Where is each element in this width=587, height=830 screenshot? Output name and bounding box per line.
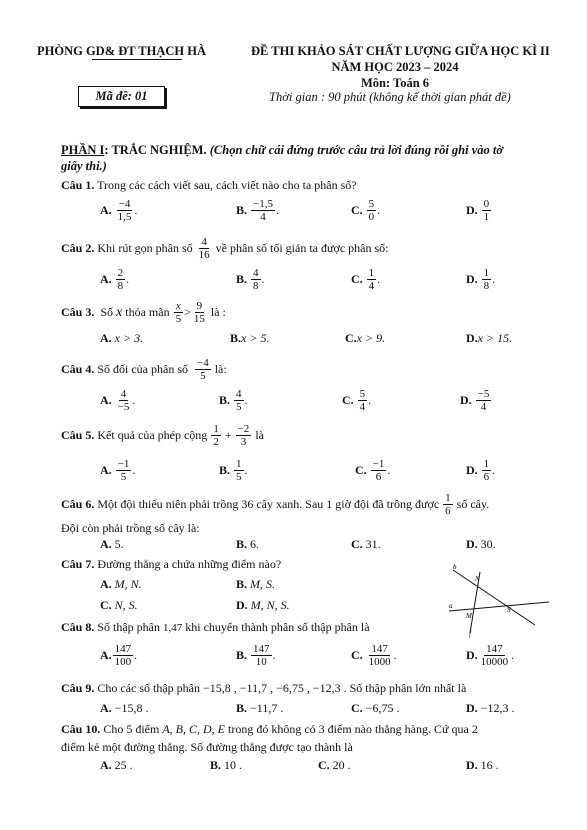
question-10: Câu 10. Cho 5 điểm A, B, C, D, E trong đó không có 3 điểm nào thẳng hàng. Cứ qua 2 bbox=[61, 722, 478, 736]
q6-option-c[interactable]: C. 31. bbox=[351, 537, 381, 551]
part1-instruction-cont: giấy thi.) bbox=[61, 159, 107, 173]
label-a: a bbox=[449, 602, 453, 610]
q8-option-d[interactable]: D. $\frac{147}{10000}$ . bbox=[466, 643, 515, 668]
label-s: S bbox=[507, 606, 511, 614]
q5-option-a[interactable]: A. $\frac{-1}{5}$ . bbox=[100, 458, 136, 483]
label-b: b bbox=[453, 563, 457, 571]
question-10-line2: điểm kẻ một đường thẳng. Số đường thẳng được tạo thành là bbox=[61, 740, 353, 754]
q2-option-a[interactable]: A. $\frac{2}{8}$ . bbox=[100, 267, 130, 292]
question-3: Câu 3. Số x thỏa mãn $\frac{x}{5}$ > $\frac{9}{15}$ là : bbox=[61, 300, 226, 325]
q9-option-a[interactable]: A. −15,8 . bbox=[100, 701, 149, 715]
q4-option-a[interactable]: A. $\frac{4}{-5}$ . bbox=[100, 388, 136, 413]
q6-option-d[interactable]: D. 30. bbox=[466, 537, 496, 551]
label-f: f bbox=[469, 630, 471, 638]
q2-option-d[interactable]: D. $\frac{1}{8}$ . bbox=[466, 267, 496, 292]
q7-option-c[interactable]: C. N, S. bbox=[100, 598, 138, 612]
question-2: Câu 2. Khi rút gọn phân số $\frac{4}{16}$ về phân số tối giản ta được phân số: bbox=[61, 236, 389, 261]
q9-option-b[interactable]: B. −11,7 . bbox=[236, 701, 284, 715]
question-6-line2: Đội còn phải trồng số cây là: bbox=[61, 521, 200, 535]
q10-option-d[interactable]: D. 16 . bbox=[466, 758, 499, 772]
school-year: NĂM HỌC 2023 – 2024 bbox=[331, 60, 459, 74]
question-6: Câu 6. Một đội thiếu niên phải trồng 36 cây xanh. Sau 1 giờ đội đã trồng được $\frac{1}{6}$ số cây. bbox=[61, 492, 490, 517]
question-5: Câu 5. Kết quả của phép cộng $\frac{1}{2}$ + $\frac{-2}{3}$ là bbox=[61, 423, 264, 448]
q1-option-c[interactable]: C. $\frac{5}{0}$ . bbox=[351, 198, 381, 223]
q5-option-c[interactable]: C. $\frac{-1}{6}$ . bbox=[355, 458, 391, 483]
q10-option-a[interactable]: A. 25 . bbox=[100, 758, 133, 772]
question-text: Trong các cách viết sau, cách viết nào cho ta phân số? bbox=[97, 178, 357, 192]
label-n: N bbox=[475, 575, 480, 583]
question-4: Câu 4. Số đối của phân số $\frac{-4}{5}$ là: bbox=[61, 357, 227, 382]
q1-option-a[interactable]: A. $\frac{-4}{1,5}$ . bbox=[100, 198, 138, 223]
q6-option-a[interactable]: A. 5. bbox=[100, 537, 124, 551]
question-7: Câu 7. Đường thẳng a chứa những điểm nào? bbox=[61, 557, 282, 571]
line-a bbox=[449, 602, 549, 611]
q8-option-b[interactable]: B. $\frac{147}{10}$ . bbox=[236, 643, 276, 668]
question-label: Câu 1. bbox=[61, 178, 95, 192]
q3-option-a[interactable]: A. x > 3. bbox=[100, 331, 144, 345]
q9-option-d[interactable]: D. −12,3 . bbox=[466, 701, 515, 715]
part1-instruction: (Chọn chữ cái đứng trước câu trả lời đúng rồi ghi vào tờ bbox=[209, 143, 504, 157]
q4-option-d[interactable]: D. $\frac{-5}{4}$ bbox=[460, 388, 490, 413]
q8-option-a[interactable]: A. $\frac{147}{100}$ . bbox=[100, 643, 138, 668]
exam-title: ĐỀ THI KHẢO SÁT CHẤT LƯỢNG GIỮA HỌC KÌ II bbox=[251, 44, 550, 58]
lines-figure bbox=[445, 560, 555, 640]
q10-option-c[interactable]: C. 20 . bbox=[318, 758, 351, 772]
q4-option-b[interactable]: B. $\frac{4}{5}$ . bbox=[219, 388, 248, 413]
q7-option-d[interactable]: D. M, N, S. bbox=[236, 598, 290, 612]
question-9: Câu 9. Cho các số thập phân −15,8 , −11,7 , −6,75 , −12,3 . Số thập phân lớn nhất là bbox=[61, 681, 467, 695]
exam-code-box: Mã đề: 01 bbox=[78, 86, 165, 107]
question-8: Câu 8. Số thập phân 1,47 khi chuyển thành phân số thập phân là bbox=[61, 620, 370, 634]
q7-option-a[interactable]: A. M, N. bbox=[100, 577, 142, 591]
part1-title-rest: : TRẮC NGHIỆM. bbox=[104, 143, 207, 157]
q5-option-b[interactable]: B. $\frac{1}{5}$ . bbox=[219, 458, 248, 483]
q7-option-b[interactable]: B. M, S. bbox=[236, 577, 276, 591]
q8-option-c[interactable]: C. $\frac{147}{1000}$ . bbox=[351, 643, 397, 668]
q5-option-d[interactable]: D. $\frac{1}{6}$ . bbox=[466, 458, 496, 483]
q9-option-c[interactable]: C. −6,75 . bbox=[351, 701, 400, 715]
q10-option-b[interactable]: B. 10 . bbox=[210, 758, 243, 772]
q3-option-d[interactable]: D. x > 15. bbox=[466, 331, 513, 345]
part1-title: PHẦN I bbox=[61, 143, 105, 157]
q1-option-d[interactable]: D. $\frac{0}{1}$ bbox=[466, 198, 490, 223]
question-1 bbox=[61, 178, 357, 193]
q3-option-c[interactable]: C. x > 9. bbox=[345, 331, 386, 345]
department-name: PHÒNG GD& ĐT THẠCH HÀ bbox=[37, 44, 206, 58]
q3-option-b[interactable]: B. x > 5. bbox=[230, 331, 270, 345]
q6-option-b[interactable]: B. 6. bbox=[236, 537, 260, 551]
exam-time: Thời gian : 90 phút (không kể thời gian phát đề) bbox=[269, 90, 511, 104]
q1-option-b[interactable]: B. $\frac{-1,5}{4}$ . bbox=[236, 198, 279, 223]
q2-option-b[interactable]: B. $\frac{4}{8}$ . bbox=[236, 267, 265, 292]
subject-label: Môn: Toán 6 bbox=[360, 76, 430, 90]
label-m: M bbox=[466, 612, 472, 620]
q4-option-c[interactable]: C. $\frac{5}{4}$ . bbox=[342, 388, 372, 413]
department-underline bbox=[92, 59, 182, 60]
part1-heading bbox=[61, 143, 503, 158]
q2-option-c[interactable]: C. $\frac{1}{4}$ . bbox=[351, 267, 381, 292]
